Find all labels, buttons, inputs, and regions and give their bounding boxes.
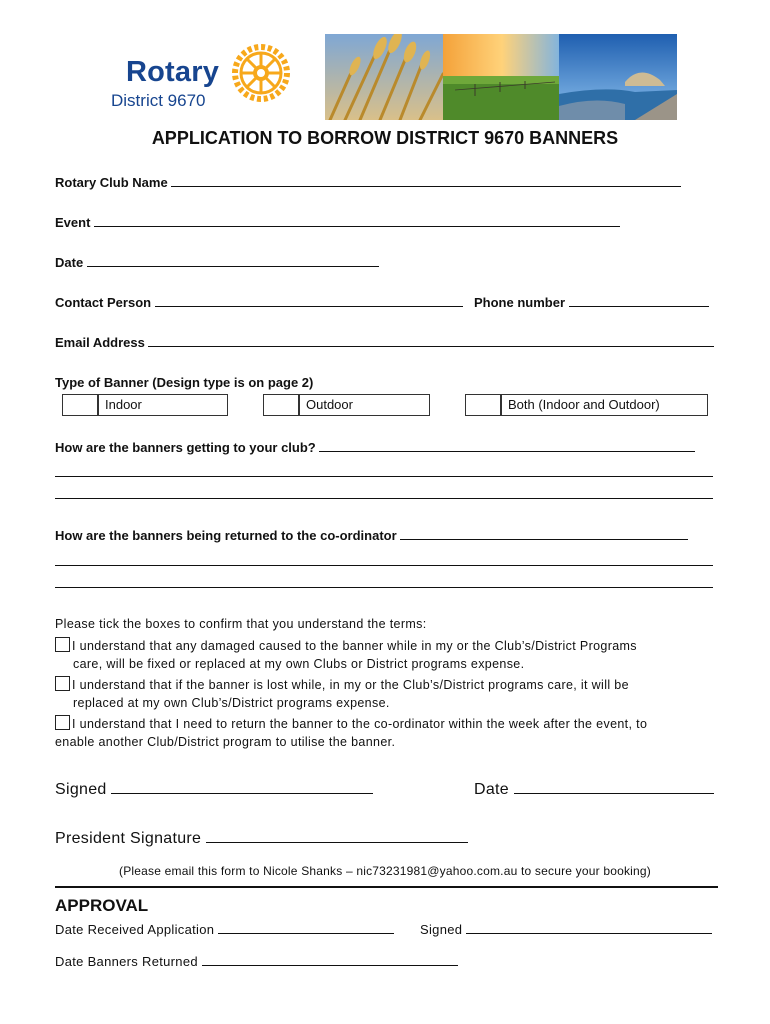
- rotary-logo-text: Rotary: [126, 56, 220, 88]
- phone-row: [474, 295, 709, 310]
- date-row: [55, 255, 379, 270]
- sign-date-field[interactable]: [514, 780, 714, 794]
- returned-row: [55, 528, 688, 543]
- event-label: Event: [55, 215, 91, 230]
- term-2: [55, 676, 735, 712]
- approval-heading: APPROVAL: [55, 896, 149, 915]
- email-row: [55, 335, 714, 350]
- term-3-checkbox[interactable]: [55, 715, 70, 730]
- phone-field[interactable]: [569, 295, 709, 307]
- term-2-text-cont: replaced at my own Club’s/District programs expense.: [73, 696, 390, 710]
- getting-to-club-field[interactable]: [319, 440, 695, 452]
- email-label: Email Address: [55, 335, 145, 350]
- approval-signed-field[interactable]: [466, 922, 712, 934]
- approval-signed-label: Signed: [420, 922, 463, 937]
- returned-field[interactable]: [400, 528, 688, 540]
- contact-person-label: Contact Person: [55, 295, 152, 310]
- term-1-text-cont: care, will be fixed or replaced at my own Clubs or District programs expense.: [73, 657, 525, 671]
- indoor-option: Indoor: [98, 394, 228, 416]
- phone-label: Phone number: [474, 295, 566, 310]
- banner-type-label: Type of Banner (Design type is on page 2): [55, 375, 314, 390]
- date-field[interactable]: [87, 255, 379, 267]
- received-row: [55, 922, 394, 937]
- form-title: APPLICATION TO BORROW DISTRICT 9670 BANNERS: [151, 128, 619, 148]
- both-option: Both (Indoor and Outdoor): [501, 394, 708, 416]
- term-1: [55, 637, 735, 673]
- term-3-text-cont: enable another Club/District program to utilise the banner.: [55, 735, 396, 749]
- answer-line[interactable]: [55, 498, 713, 499]
- signed-row: [55, 780, 373, 799]
- returned-date-field[interactable]: [202, 954, 458, 966]
- getting-to-club-row: [55, 440, 695, 455]
- sign-date-label: Date: [474, 781, 509, 798]
- outdoor-option: Outdoor: [299, 394, 430, 416]
- date-label: Date: [55, 255, 84, 270]
- returned-date-row: [55, 954, 458, 969]
- club-name-field[interactable]: [171, 175, 681, 187]
- club-name-label: Rotary Club Name: [55, 175, 168, 190]
- banner-photo-strip: [325, 34, 677, 120]
- returned-label: How are the banners being returned to the co-ordinator: [55, 528, 397, 543]
- answer-line[interactable]: [55, 476, 713, 477]
- district-label: District 9670: [111, 91, 206, 110]
- term-1-text: I understand that any damaged caused to the banner while in my or the Club’s/District Programs: [72, 639, 637, 653]
- approval-signed-row: [420, 922, 712, 937]
- president-label: President Signature: [55, 830, 202, 847]
- email-note: (Please email this form to Nicole Shanks – nic73231981@yahoo.com.au to secure your booking): [119, 864, 651, 878]
- rotary-wheel-icon: [230, 42, 292, 104]
- email-field[interactable]: [148, 335, 714, 347]
- signed-label: Signed: [55, 781, 107, 798]
- divider: [55, 886, 718, 888]
- returned-date-label: Date Banners Returned: [55, 954, 198, 969]
- president-field[interactable]: [206, 829, 468, 843]
- term-2-checkbox[interactable]: [55, 676, 70, 691]
- both-checkbox[interactable]: [465, 394, 501, 416]
- answer-line[interactable]: [55, 587, 713, 588]
- indoor-checkbox[interactable]: [62, 394, 98, 416]
- term-3: [55, 715, 745, 751]
- term-3-text: I understand that I need to return the banner to the co-ordinator within the week after the event, to: [72, 717, 648, 731]
- term-2-text: I understand that if the banner is lost while, in my or the Club’s/District programs care, it will be: [72, 678, 629, 692]
- contact-person-field[interactable]: [155, 295, 463, 307]
- received-label: Date Received Application: [55, 922, 215, 937]
- president-row: [55, 829, 468, 848]
- club-name-row: [55, 175, 681, 190]
- outdoor-checkbox[interactable]: [263, 394, 299, 416]
- signed-field[interactable]: [111, 780, 373, 794]
- contact-row: [55, 295, 463, 310]
- answer-line[interactable]: [55, 565, 713, 566]
- event-row: [55, 215, 620, 230]
- terms-intro: Please tick the boxes to confirm that you understand the terms:: [55, 617, 427, 631]
- term-1-checkbox[interactable]: [55, 637, 70, 652]
- received-field[interactable]: [218, 922, 394, 934]
- getting-to-club-label: How are the banners getting to your club?: [55, 440, 316, 455]
- event-field[interactable]: [94, 215, 620, 227]
- sign-date-row: [474, 780, 714, 799]
